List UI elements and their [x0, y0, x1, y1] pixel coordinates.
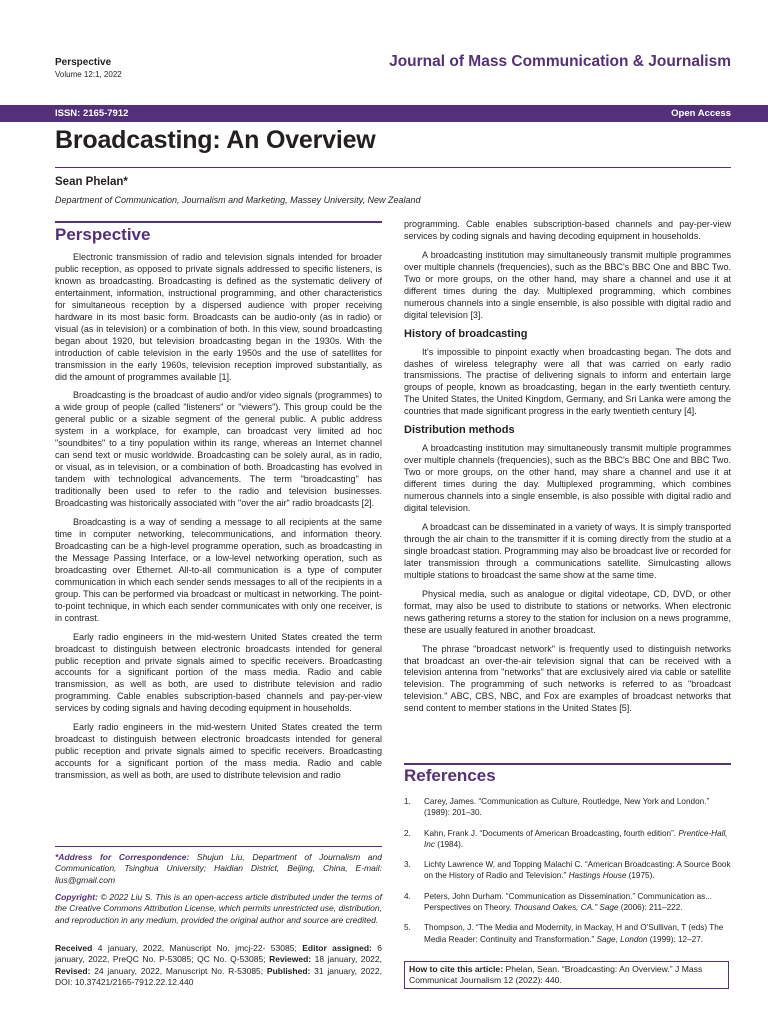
article-type-label: Perspective [55, 57, 112, 68]
reference-item [404, 922, 731, 945]
reference-tail: (1999): 12–27. [647, 934, 704, 944]
reference-number: 4. [404, 891, 411, 901]
date-text: 6 january, 2022, PreQC No. P-53085; QC No. Q-53085; [55, 943, 382, 965]
left-column [55, 252, 382, 789]
reference-item [404, 891, 731, 914]
date-text: 31 january, 2022, DOI: 10.37421/2165-7912.22.12.440 [55, 965, 382, 987]
copyright-text: © 2022 Liu S. This is an open-access article distributed under the terms of the Creative Commons Attribution License, which permits unrestricted use, distribution, and reproduction in any medium, provided the original author and source are credited. [55, 892, 382, 925]
reference-number: 5. [404, 923, 411, 933]
body-paragraph: programming. Cable enables subscription-based channels and pay-per-view services by coding signals and having decoding equipment in households. [404, 219, 731, 241]
reference-text: Thompson, J. “The Media and Modernity, in Mackay, H and O'Sullivan, T (eds) The Media Reader: Continuity and Transformation.” [424, 923, 724, 944]
journal-title: Journal of Mass Communication & Journalism [389, 53, 731, 70]
volume-info: Volume 12:1, 2022 [55, 70, 122, 79]
body-paragraph: Broadcasting is a way of sending a message to all recipients at the same time in computer networking, telecommunications, and information theory. Broadcasting can be a high-level programme operation, such as broadcasting in the Message Passing Interface, or a low-level networking operation, such as broadcasting over Ethernet. All-to-all communication is a type of computer communication in which each sender sends messages to all of the recipients in a group. This can be performed via broadcast or multicast in networking. The point-to-point technique, in which each sender communicates with only one receiver, is in contrast. [55, 517, 382, 623]
distribution-heading: Distribution methods [404, 424, 515, 437]
reference-source: Prentice-Hall, Inc [424, 828, 728, 849]
author-name: Sean Phelan* [55, 176, 128, 188]
references-rule [404, 763, 731, 765]
reference-number: 1. [404, 797, 411, 806]
reference-text: Lichty Lawrence W, and Topping Malachi C. “American Broadcasting: A Source Book on the History of Radio and Television.” [424, 860, 731, 881]
body-paragraph: The phrase "broadcast network" is frequently used to distinguish networks that broadcast an over-the-air television signal that can be received with a television antenna from "networks" that are exclusively aired via cable or satellite television. The programming of such networks is referred to as "broadcast television." ABC, CBS, NBC, and Fox are examples of broadcast networks that send content to member stations in the United States [5]. [404, 643, 731, 714]
reference-number: 2. [404, 828, 411, 838]
date-label: Reviewed: [269, 954, 312, 965]
date-text: 24 january, 2022, Manuscript No. R-53085; [90, 965, 267, 976]
date-label: Published: [266, 965, 311, 976]
reference-number: 3. [404, 860, 411, 870]
reference-tail: (1984). [434, 839, 464, 849]
manuscript-dates [55, 943, 382, 988]
reference-list [404, 796, 731, 954]
citation-box [404, 961, 729, 989]
title-divider [55, 167, 731, 168]
author-affiliation: Department of Communication, Journalism and Marketing, Massey University, New Zealand [55, 195, 421, 205]
citation-text: Phelan, Sean. “Broadcasting: An Overview.” J Mass Communicat Journalism 12 (2022): 440. [409, 964, 703, 986]
body-paragraph: Early radio engineers in the mid-western United States created the term broadcast to distinguish between electronic broadcasts intended for general public reception and private signals aimed to specific receivers. Broadcasting accounts for a significant portion of the mass media. Radio and cable transmission, as well as both, are used to distribute television and radio programming. Cable enables subscription-based channels and pay-per-view services by coding signals and having decoding equipment in households. [55, 631, 382, 714]
correspondence-note [55, 852, 382, 886]
reference-text: Peters, John Durham. “Communication as Dissemination.” Communication as... Perspectives on Theory. [424, 891, 713, 913]
body-paragraph: It's impossible to pinpoint exactly when broadcasting began. The dots and dashes of wireless telegraphy were all that was carried on early radio transmissions. The practise of delivering signals to inform and entertain large groups of people, known as broadcasting, began in the early twentieth century. The United States, the United Kingdom, Germany, and Sri Lanka were among the countries that made significant progress in the early twentieth century [4]. [404, 346, 731, 417]
issn-label: ISSN: 2165-7912 [55, 108, 129, 119]
perspective-heading: Perspective [55, 225, 151, 244]
footnote-divider [55, 846, 382, 847]
reference-item [404, 828, 731, 851]
perspective-rule [55, 221, 382, 223]
references-heading: References [404, 766, 496, 785]
article-title: Broadcasting: An Overview [55, 126, 376, 154]
citation-label: How to cite this article: [409, 964, 504, 974]
reference-item [404, 859, 731, 882]
date-label: Revised: [55, 965, 91, 976]
date-text: 18 january, 2022, [311, 954, 382, 965]
right-column [404, 219, 731, 722]
copyright-note [55, 892, 382, 926]
reference-text: Carey, James. “Communication as Culture, Routledge, New York and London.” (1989): 201–30. [424, 797, 710, 818]
reference-source: Sage, London [596, 934, 648, 944]
open-access-label: Open Access [671, 108, 731, 119]
body-paragraph: A broadcasting institution may simultaneously transmit multiple programmes over multiple channels (frequencies), such as the BBC's BBC One and BBC Two. Two or more groups, on the other hand, may share a channel and use it at different times during the day. Multiplexed programming, which combines numerous channels into a single ensemble, is also possible with digital radio and digital television [3]. [404, 249, 731, 320]
body-paragraph: Broadcasting is the broadcast of audio and/or video signals (programmes) to a wide group of people (called "listeners" or "viewers"). This group could be the general public or a sizable segment of the general public. A public address system in a workplace, for example, can broadcast very limited ad hoc "soundbites" to a tiny population within its range, whereas an Internet channel can send text or music worldwide. Broadcasting can be solely aural, as in radio, or visual, as in television, or a combination of both. Broadcasting has evolved in tandem with technological advancements. The term "broadcasting" has traditionally been used to refer to the radio and television businesses. Broadcasting was historically associated with "over the air" radio broadcasts [2]. [55, 390, 382, 509]
date-label: Editor assigned: [302, 943, 372, 953]
copyright-label: Copyright: [55, 892, 98, 902]
body-paragraph: Electronic transmission of radio and television signals intended for broader public reception, as opposed to private signals addressed to specific listeners, is known as broadcasting. Broadcasting is defined as the systematic delivery of entertainment, information, instructional programming, and other characteristics for simultaneous reception by a dispersed audience with proper receiving hardware in its most basic form. Broadcasts can be audio-only (as in radio) or visual (as in television) or a combination of both. In this view, sound broadcasting began about 1920, but television broadcasting began in the 1930s. With the introduction of cable television in the early 1950s and the use of satellites for transmission in the early 1960s, television reception improved substantially, as did the amount of programmes available [1]. [55, 252, 382, 382]
body-paragraph: Physical media, such as analogue or digital videotape, CD, DVD, or other format, may also be used to distribute to stations or networks. When electronic news gathering returns a storey to the station for inclusion on a news programme, these are usually featured in another broadcast. [404, 588, 731, 635]
body-paragraph: Early radio engineers in the mid-western United States created the term broadcast to distinguish between electronic broadcasts intended for general public reception and private signals aimed to specific receivers. Broadcasting accounts for a significant portion of the mass media. Radio and cable transmission, as well as both, are used to distribute television and radio [55, 722, 382, 781]
correspondence-label: *Address for Correspondence: [55, 852, 190, 862]
body-paragraph: A broadcast can be disseminated in a variety of ways. It is simply transported through the air chain to the transmitter if it is coming directly from the studio at a single broadcast station. Programming may also be broadcast live or recorded for later transmission through a communications satellite. Simulcasting allows multiple stations to broadcast the same show at the same time. [404, 521, 731, 580]
history-heading: History of broadcasting [404, 327, 528, 340]
correspondence-text: Shujun Liu, Department of Journalism and Communication, Tsinghua University; Haidian District, Beijing, China, E-mail: lius@gmail.com [55, 852, 382, 885]
reference-text: Kahn, Frank J. “Documents of American Broadcasting, fourth edition”. [424, 828, 679, 838]
date-text: 4 january, 2022, Manuscript No. jmcj-22- 53085; [92, 943, 303, 953]
date-label: Received [55, 943, 93, 953]
reference-item [404, 796, 731, 819]
reference-tail: (2006): 211–222. [618, 903, 683, 913]
reference-tail: (1975). [626, 871, 655, 881]
reference-source: Thousand Oakes, CA.” Sage [513, 903, 619, 913]
reference-source: Hastings House [568, 871, 627, 881]
body-paragraph: A broadcasting institution may simultaneously transmit multiple programmes over multiple channels (frequencies), such as the BBC's BBC One and BBC Two. Two or more groups, on the other hand, may share a channel and use it at different times during the day. Multiplexed programming, which combines numerous channels into a single ensemble, is also possible with digital radio and digital television. [404, 443, 731, 514]
